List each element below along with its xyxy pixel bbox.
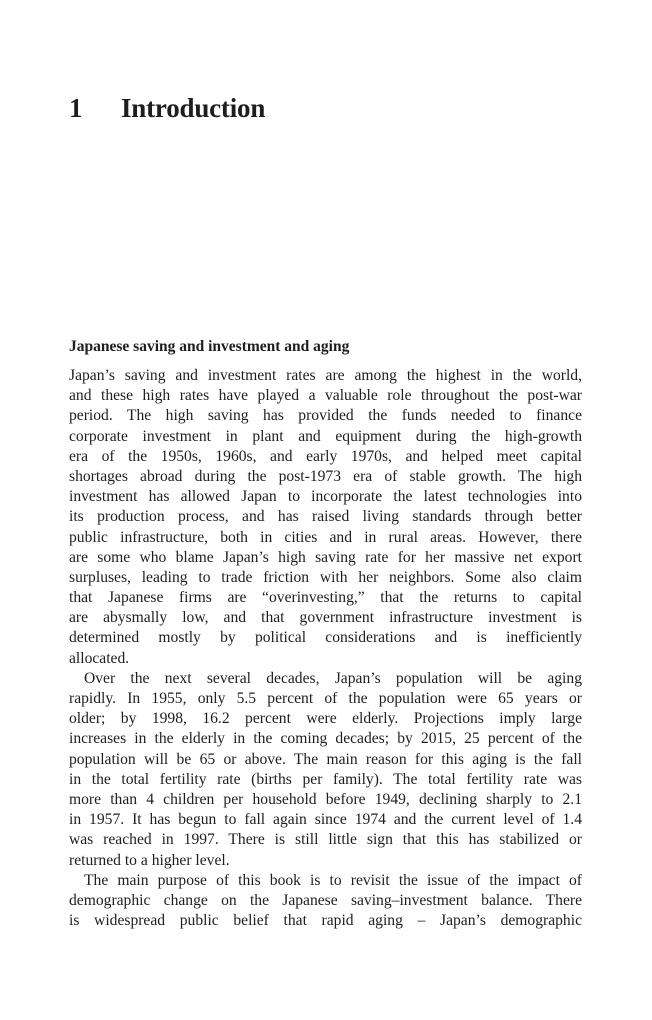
text-line: public infrastructure, both in cities and in rural areas. However, there bbox=[69, 528, 582, 546]
chapter-title-text: Introduction bbox=[121, 93, 266, 123]
text-line: demographic change on the Japanese saving–investment balance. There bbox=[69, 891, 582, 909]
paragraph-2 bbox=[69, 669, 582, 871]
text-line: era of the 1950s, 1960s, and early 1970s, and helped meet capital bbox=[69, 447, 582, 465]
text-line: increases in the elderly in the coming decades; by 2015, 25 percent of the bbox=[69, 730, 582, 748]
text-line: population will be 65 or above. The main reason for this aging is the fall bbox=[69, 750, 582, 768]
chapter-title bbox=[69, 90, 265, 126]
text-line: Over the next several decades, Japan’s population will be aging bbox=[84, 669, 582, 687]
text-line: are abysmally low, and that government infrastructure investment is bbox=[69, 609, 582, 627]
text-line: its production process, and has raised living standards through better bbox=[69, 508, 582, 526]
text-line: older; by 1998, 16.2 percent were elderly. Projections imply large bbox=[69, 710, 582, 728]
text-line: shortages abroad during the post-1973 era of stable growth. The high bbox=[69, 467, 582, 485]
text-line: and these high rates have played a valuable role throughout the post-war bbox=[69, 387, 582, 405]
text-line: returned to a higher level. bbox=[69, 851, 230, 869]
text-line: period. The high saving has provided the funds needed to finance bbox=[69, 407, 582, 425]
text-line: corporate investment in plant and equipment during the high-growth bbox=[69, 427, 582, 445]
text-line: allocated. bbox=[69, 649, 130, 667]
text-line: The main purpose of this book is to revisit the issue of the impact of bbox=[84, 871, 582, 889]
paragraph-3 bbox=[69, 871, 582, 932]
text-line: surpluses, leading to trade friction with her neighbors. Some also claim bbox=[69, 568, 582, 586]
text-line: are some who blame Japan’s high saving rate for her massive net export bbox=[69, 548, 582, 566]
text-line: that Japanese firms are “overinvesting,” that the returns to capital bbox=[69, 589, 582, 607]
text-line: Japan’s saving and investment rates are among the highest in the world, bbox=[69, 367, 582, 384]
body-text bbox=[69, 366, 582, 931]
text-line: rapidly. In 1955, only 5.5 percent of the population were 65 years or bbox=[69, 690, 582, 707]
text-line: more than 4 children per household before 1949, declining sharply to 2.1 bbox=[69, 790, 582, 808]
section-heading: Japanese saving and investment and aging bbox=[69, 338, 350, 355]
text-line: determined mostly by political considerations and is inefficiently bbox=[69, 629, 582, 647]
chapter-number: 1 bbox=[69, 93, 83, 123]
paragraph-1 bbox=[69, 366, 582, 669]
text-line: in the total fertility rate (births per family). The total fertility rate was bbox=[69, 770, 582, 788]
text-line: was reached in 1997. There is still little sign that this has stabilized or bbox=[69, 831, 582, 849]
text-line: in 1957. It has begun to fall again since 1974 and the current level of 1.4 bbox=[69, 811, 582, 829]
text-line: is widespread public belief that rapid aging – Japan’s demographic bbox=[69, 912, 582, 930]
text-line: investment has allowed Japan to incorporate the latest technologies into bbox=[69, 488, 582, 506]
